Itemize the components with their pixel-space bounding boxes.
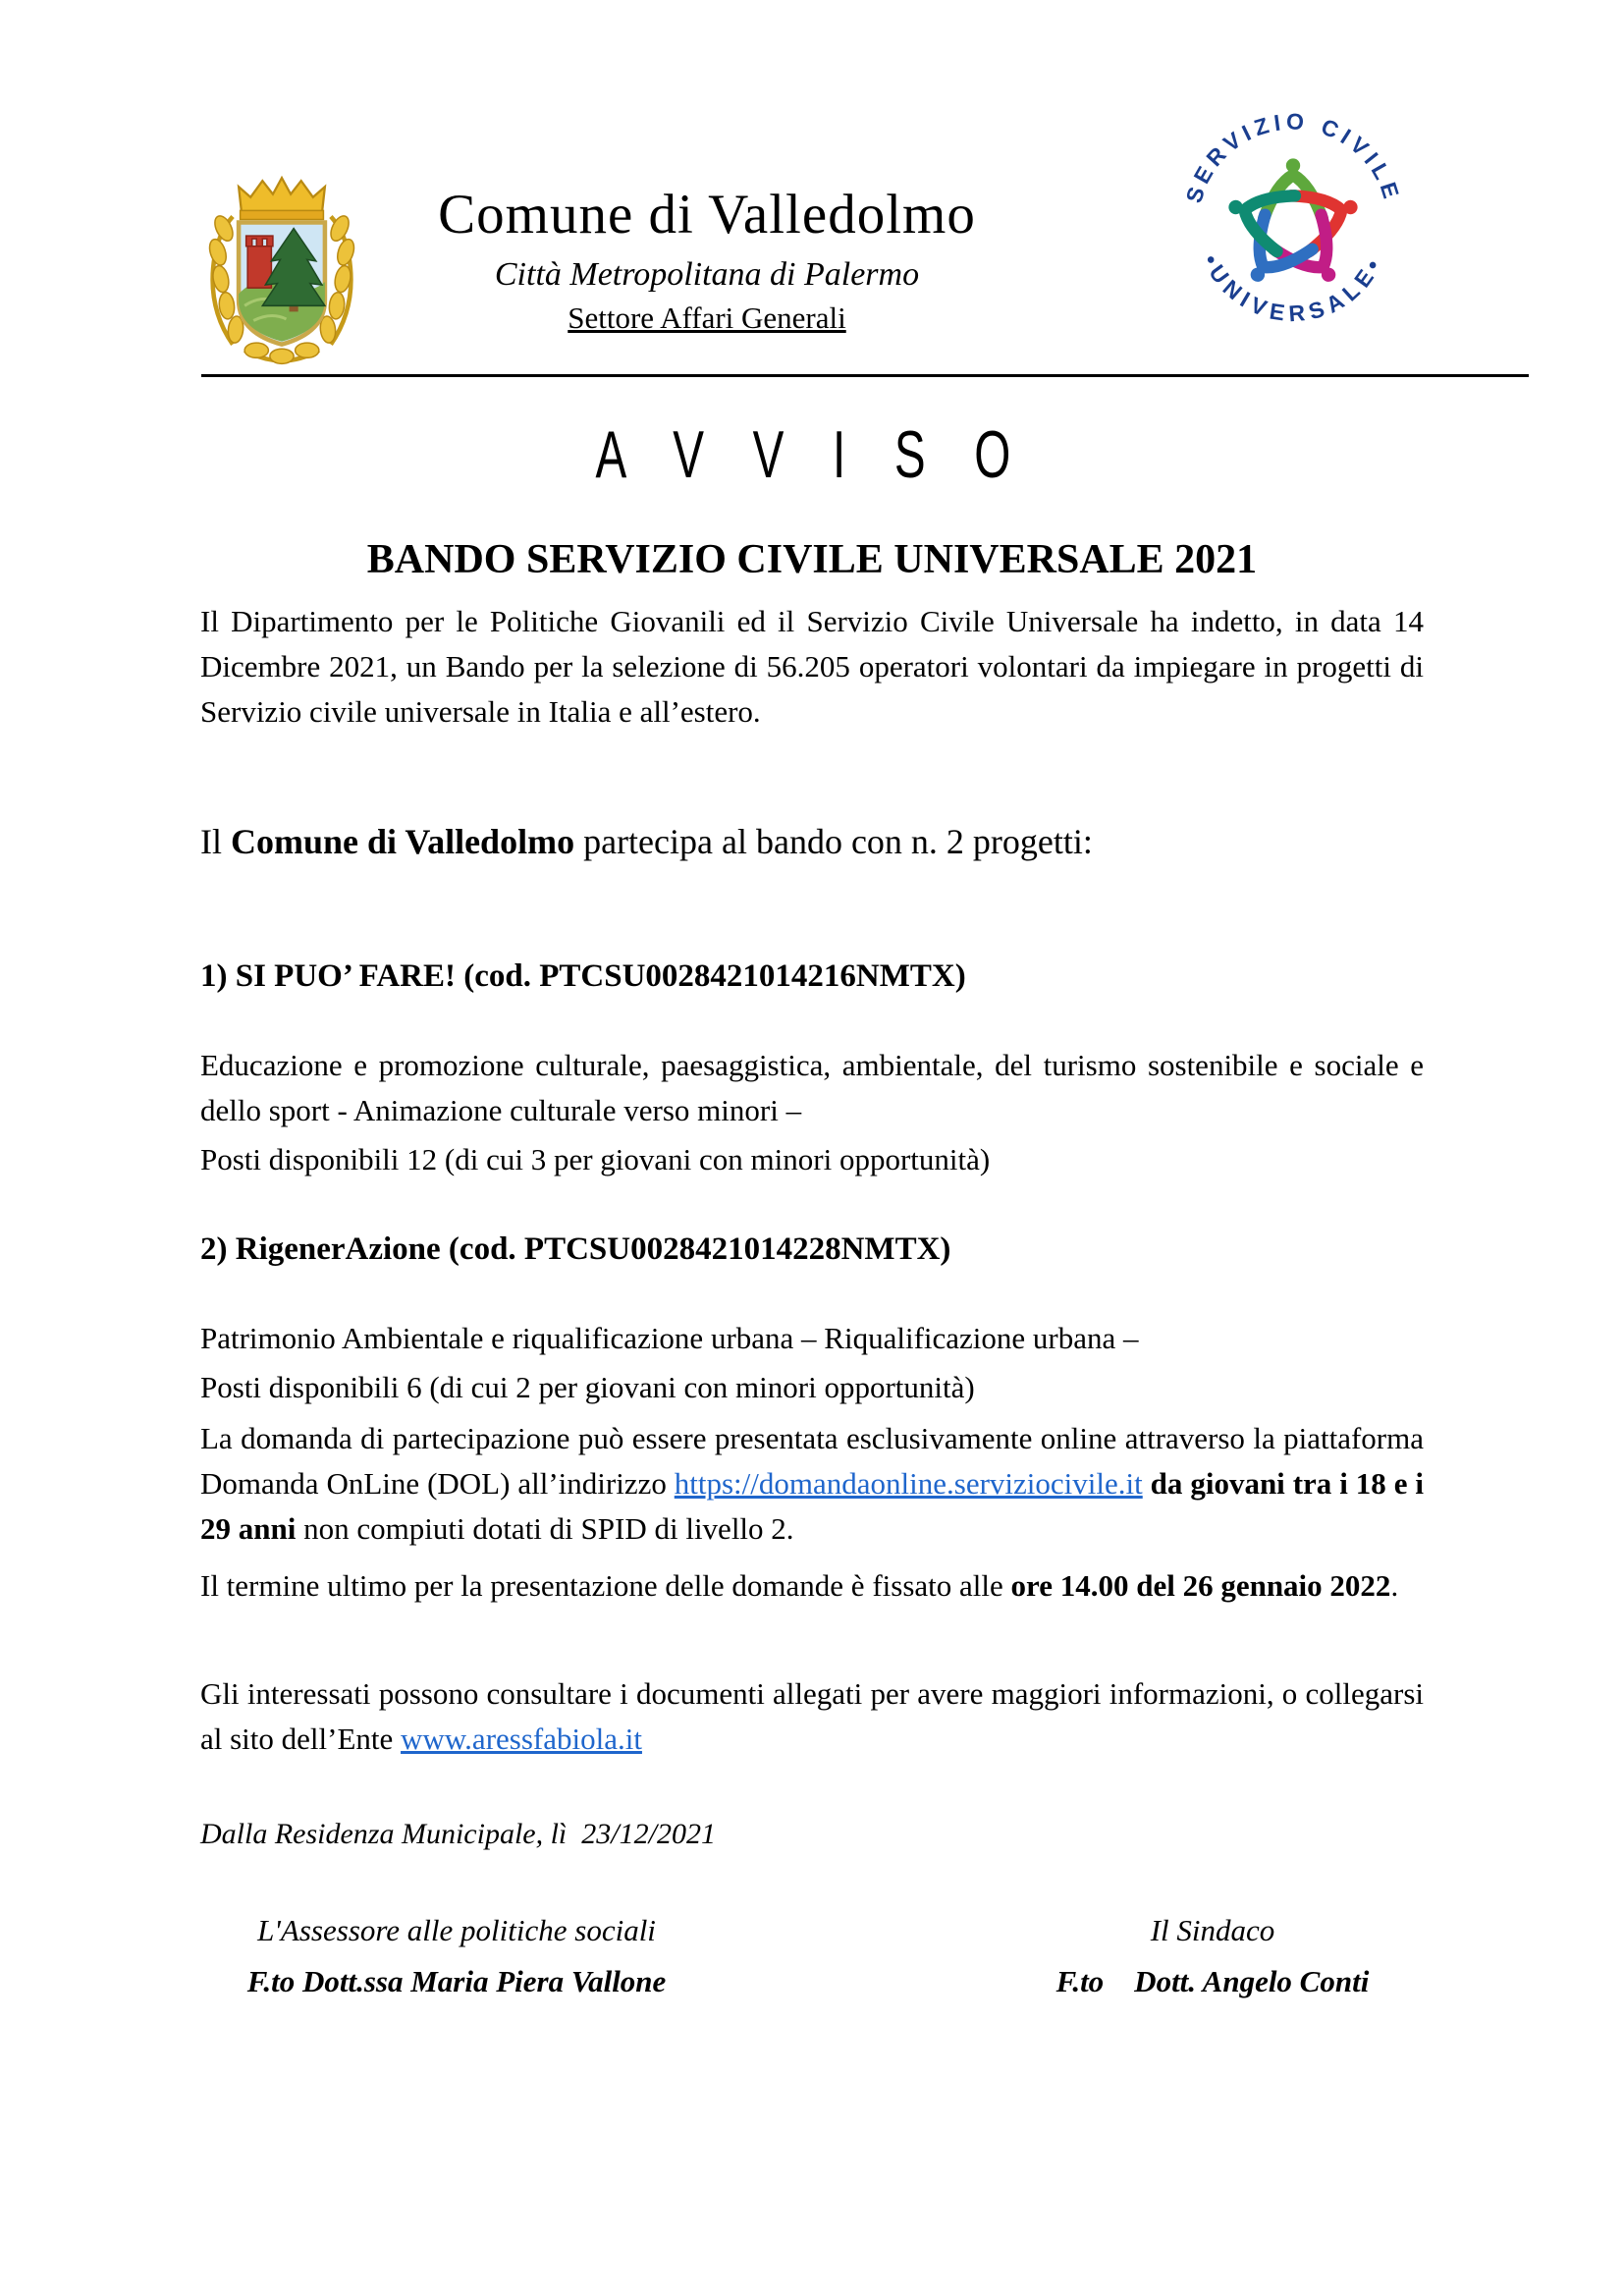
logo-arc-text-top: SERVIZIO CIVILE — [1180, 108, 1406, 206]
servizio-civile-logo — [1162, 90, 1425, 354]
project-2-description: Patrimonio Ambientale e riqualificazione urbana – Riqualificazione urbana – — [200, 1321, 1139, 1355]
deadline-pre: Il termine ultimo per la presentazione delle domande è fissato alle — [200, 1568, 1011, 1603]
application-bold: da giovani tra i 18 e i 29 anni — [200, 1466, 1424, 1546]
signature-left-role: L'Assessore alle politiche sociali — [257, 1913, 656, 1947]
header-divider — [201, 374, 1529, 377]
signature-right-name: F.to Dott. Angelo Conti — [1055, 1964, 1370, 1998]
star-of-people — [1220, 158, 1367, 298]
application-paragraph — [200, 1416, 1424, 1552]
notice-title-text: A V V I S O — [595, 417, 1029, 492]
participation-post: partecipa al bando con n. 2 progetti: — [574, 822, 1093, 861]
notice-subtitle: BANDO SERVIZIO CIVILE UNIVERSALE 2021 — [366, 537, 1258, 582]
dateline: Dalla Residenza Municipale, lì 23/12/2021 — [200, 1818, 716, 1850]
department-name: Settore Affari Generali — [568, 301, 846, 335]
signature-left — [211, 1905, 702, 2007]
info-pre: Gli interessati possono consultare i documenti allegati per avere maggiori informazioni, o collegarsi al sito dell’Ente — [200, 1676, 1424, 1756]
project-1-description: Educazione e promozione culturale, paesaggistica, ambientale, del turismo sostenibile e sociale e dello sport - Animazione culturale verso minori – — [200, 1048, 1424, 1127]
project-2-block — [200, 1316, 1424, 1410]
application-link[interactable]: https://domandaonline.serviziocivile.it — [674, 1466, 1143, 1501]
project-2-posti: Posti disponibili 6 (di cui 2 per giovani con minori opportunità) — [200, 1370, 975, 1404]
project-2-heading: 2) RigenerAzione (cod. PTCSU0028421014228NMTX) — [200, 1231, 951, 1267]
notice-title — [200, 416, 1424, 493]
participation-municipality: Comune di Valledolmo — [231, 822, 575, 861]
shield — [239, 223, 325, 345]
application-post: non compiuti dotati di SPID di livello 2. — [296, 1511, 794, 1546]
project-1-heading: 1) SI PUO’ FARE! (cod. PTCSU0028421014216NMTX) — [200, 958, 966, 994]
logo-arc-text-bottom: •UNIVERSALE• — [1198, 250, 1388, 327]
letterhead-text — [324, 183, 1090, 338]
crown — [239, 178, 325, 219]
municipality-name: Comune di Valledolmo — [438, 184, 976, 246]
municipality-subtitle: Città Metropolitana di Palermo — [494, 256, 920, 293]
intro-paragraph: Il Dipartimento per le Politiche Giovanili ed il Servizio Civile Universale ha indetto, in data 14 Dicembre 2021, un Bando per la selezione di 56.205 operatori volontari da impiegare in progetti di Servizio civile universale in Italia e all’estero. — [200, 604, 1424, 729]
project-1-posti: Posti disponibili 12 (di cui 3 per giovani con minori opportunità) — [200, 1142, 991, 1176]
deadline-post: . — [1390, 1568, 1399, 1603]
application-pre: La domanda di partecipazione può essere presentata esclusivamente online attraverso la piattaforma Domanda OnLine (DOL) all’indirizzo — [200, 1421, 1424, 1501]
signature-right-role: Il Sindaco — [1150, 1913, 1275, 1947]
participation-pre: Il — [200, 822, 231, 861]
signature-right — [1001, 1905, 1424, 2007]
project-1-block — [200, 1043, 1424, 1182]
info-paragraph — [200, 1671, 1424, 1762]
info-link[interactable]: www.aressfabiola.it — [401, 1722, 642, 1756]
deadline-paragraph — [200, 1563, 1424, 1609]
participation-line — [200, 817, 1424, 866]
signature-left-name: F.to Dott.ssa Maria Piera Vallone — [246, 1964, 667, 1998]
servizio-civile-logo-graphic — [1162, 90, 1425, 354]
deadline-bold: ore 14.00 del 26 gennaio 2022 — [1010, 1568, 1391, 1603]
